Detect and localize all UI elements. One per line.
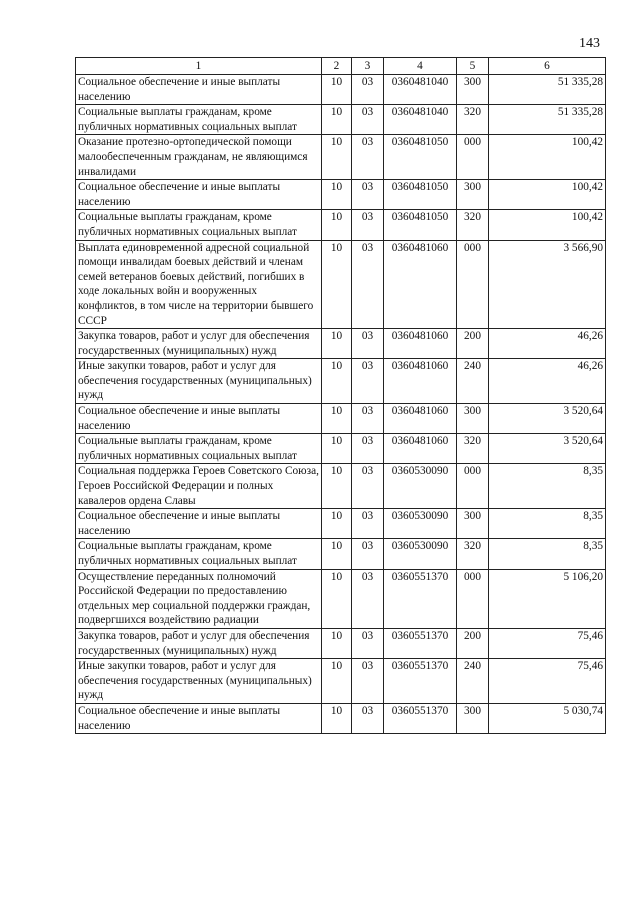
table-row (76, 569, 606, 628)
cell-section: 10 (322, 180, 352, 210)
cell-subsection: 03 (352, 240, 384, 329)
header-row (76, 58, 606, 75)
cell-amount: 51 335,28 (489, 105, 606, 135)
table-row (76, 434, 606, 464)
header-cell-target: 4 (384, 58, 457, 75)
cell-name: Осуществление переданных полномочий Российской Федерации по предоставлению отдельных мер социальной поддержки граждан, подвергшихся воздействию радиации (76, 569, 322, 628)
cell-section: 10 (322, 359, 352, 404)
cell-target: 0360481060 (384, 434, 457, 464)
cell-name: Иные закупки товаров, работ и услуг для обеспечения государственных (муниципальных) нужд (76, 659, 322, 704)
cell-amount: 75,46 (489, 628, 606, 658)
cell-subsection: 03 (352, 359, 384, 404)
cell-name: Социальные выплаты гражданам, кроме публичных нормативных социальных выплат (76, 105, 322, 135)
table-row (76, 539, 606, 569)
cell-kind: 320 (457, 434, 489, 464)
cell-kind: 240 (457, 359, 489, 404)
cell-subsection: 03 (352, 180, 384, 210)
cell-target: 0360530090 (384, 509, 457, 539)
cell-kind: 300 (457, 180, 489, 210)
cell-subsection: 03 (352, 569, 384, 628)
table-row (76, 105, 606, 135)
cell-subsection: 03 (352, 628, 384, 658)
cell-target: 0360481050 (384, 180, 457, 210)
table-row (76, 628, 606, 658)
cell-section: 10 (322, 240, 352, 329)
cell-kind: 000 (457, 240, 489, 329)
cell-subsection: 03 (352, 539, 384, 569)
cell-name: Выплата единовременной адресной социальной помощи инвалидам боевых действий и членам семей ветеранов боевых действий, погибших в ходе локальных войн и вооруженных конфликтов, в том числе на территории бывшего СССР (76, 240, 322, 329)
cell-amount: 5 030,74 (489, 703, 606, 733)
cell-name: Социальное обеспечение и иные выплаты населению (76, 404, 322, 434)
header-cell-kind: 5 (457, 58, 489, 75)
cell-name: Социальное обеспечение и иные выплаты населению (76, 509, 322, 539)
table-row (76, 359, 606, 404)
header-cell-section: 2 (322, 58, 352, 75)
cell-amount: 5 106,20 (489, 569, 606, 628)
cell-target: 0360481050 (384, 210, 457, 240)
cell-target: 0360481040 (384, 75, 457, 105)
cell-kind: 240 (457, 659, 489, 704)
cell-subsection: 03 (352, 703, 384, 733)
cell-amount: 3 566,90 (489, 240, 606, 329)
cell-name: Социальное обеспечение и иные выплаты населению (76, 75, 322, 105)
cell-target: 0360530090 (384, 539, 457, 569)
cell-section: 10 (322, 509, 352, 539)
cell-subsection: 03 (352, 135, 384, 180)
cell-kind: 320 (457, 105, 489, 135)
cell-subsection: 03 (352, 404, 384, 434)
table-row (76, 210, 606, 240)
cell-amount: 100,42 (489, 180, 606, 210)
cell-name: Социальное обеспечение и иные выплаты населению (76, 180, 322, 210)
cell-name: Социальные выплаты гражданам, кроме публичных нормативных социальных выплат (76, 434, 322, 464)
header-cell-subsection: 3 (352, 58, 384, 75)
cell-amount: 100,42 (489, 135, 606, 180)
cell-section: 10 (322, 75, 352, 105)
cell-name: Оказание протезно-ортопедической помощи малообеспеченным гражданам, не являющимся инвалидами (76, 135, 322, 180)
cell-name: Социальная поддержка Героев Советского Союза, Героев Российской Федерации и полных кавалеров ордена Славы (76, 464, 322, 509)
table-row (76, 75, 606, 105)
cell-amount: 46,26 (489, 359, 606, 404)
cell-amount: 46,26 (489, 329, 606, 359)
cell-section: 10 (322, 210, 352, 240)
header-cell-amount: 6 (489, 58, 606, 75)
cell-target: 0360551370 (384, 659, 457, 704)
table-row (76, 180, 606, 210)
cell-kind: 200 (457, 628, 489, 658)
cell-target: 0360481060 (384, 404, 457, 434)
table-row (76, 509, 606, 539)
cell-kind: 300 (457, 404, 489, 434)
table-row (76, 329, 606, 359)
cell-amount: 3 520,64 (489, 434, 606, 464)
cell-subsection: 03 (352, 659, 384, 704)
budget-table (75, 57, 606, 734)
cell-name: Закупка товаров, работ и услуг для обеспечения государственных (муниципальных) нужд (76, 329, 322, 359)
header-cell-name: 1 (76, 58, 322, 75)
cell-name: Социальные выплаты гражданам, кроме публичных нормативных социальных выплат (76, 210, 322, 240)
table-row (76, 464, 606, 509)
cell-subsection: 03 (352, 210, 384, 240)
cell-name: Социальное обеспечение и иные выплаты населению (76, 703, 322, 733)
cell-target: 0360530090 (384, 464, 457, 509)
cell-kind: 320 (457, 539, 489, 569)
cell-subsection: 03 (352, 75, 384, 105)
cell-amount: 3 520,64 (489, 404, 606, 434)
cell-target: 0360551370 (384, 703, 457, 733)
cell-section: 10 (322, 703, 352, 733)
cell-amount: 51 335,28 (489, 75, 606, 105)
cell-section: 10 (322, 329, 352, 359)
cell-target: 0360481050 (384, 135, 457, 180)
cell-name: Социальные выплаты гражданам, кроме публичных нормативных социальных выплат (76, 539, 322, 569)
cell-kind: 000 (457, 135, 489, 180)
cell-section: 10 (322, 135, 352, 180)
cell-subsection: 03 (352, 509, 384, 539)
cell-section: 10 (322, 404, 352, 434)
cell-section: 10 (322, 105, 352, 135)
cell-kind: 300 (457, 703, 489, 733)
cell-subsection: 03 (352, 434, 384, 464)
cell-section: 10 (322, 539, 352, 569)
cell-section: 10 (322, 659, 352, 704)
cell-subsection: 03 (352, 464, 384, 509)
table-row (76, 240, 606, 329)
page-number: 143 (579, 36, 600, 51)
cell-kind: 320 (457, 210, 489, 240)
cell-kind: 200 (457, 329, 489, 359)
cell-section: 10 (322, 464, 352, 509)
cell-kind: 000 (457, 464, 489, 509)
cell-target: 0360551370 (384, 569, 457, 628)
table-body (76, 75, 606, 734)
table-row (76, 703, 606, 733)
cell-amount: 8,35 (489, 539, 606, 569)
cell-amount: 100,42 (489, 210, 606, 240)
cell-name: Закупка товаров, работ и услуг для обеспечения государственных (муниципальных) нужд (76, 628, 322, 658)
cell-subsection: 03 (352, 105, 384, 135)
cell-kind: 000 (457, 569, 489, 628)
cell-section: 10 (322, 628, 352, 658)
cell-target: 0360481060 (384, 329, 457, 359)
cell-section: 10 (322, 434, 352, 464)
cell-target: 0360481040 (384, 105, 457, 135)
cell-target: 0360481060 (384, 359, 457, 404)
cell-amount: 75,46 (489, 659, 606, 704)
cell-target: 0360481060 (384, 240, 457, 329)
cell-amount: 8,35 (489, 464, 606, 509)
cell-kind: 300 (457, 75, 489, 105)
table-row (76, 135, 606, 180)
cell-kind: 300 (457, 509, 489, 539)
cell-subsection: 03 (352, 329, 384, 359)
table-row (76, 404, 606, 434)
cell-section: 10 (322, 569, 352, 628)
cell-target: 0360551370 (384, 628, 457, 658)
cell-amount: 8,35 (489, 509, 606, 539)
table-row (76, 659, 606, 704)
cell-name: Иные закупки товаров, работ и услуг для обеспечения государственных (муниципальных) нужд (76, 359, 322, 404)
